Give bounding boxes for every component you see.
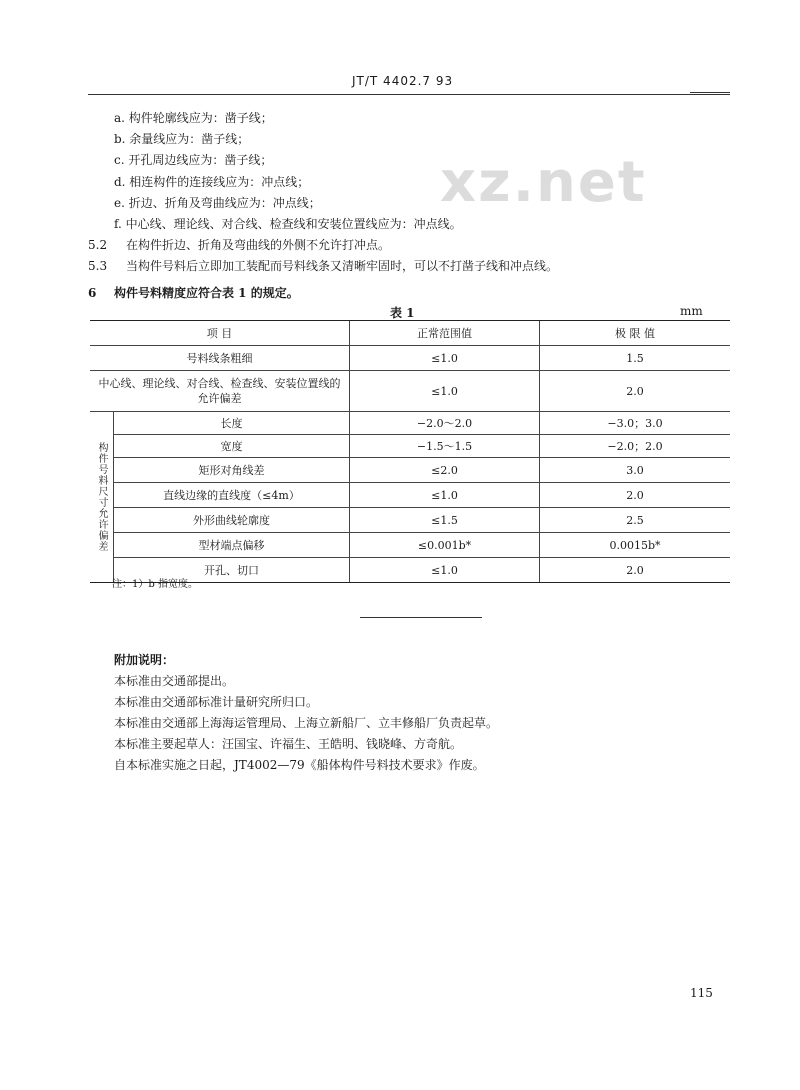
clause-5-2-text: 在构件折边、折角及弯曲线的外侧不允许打冲点。 (126, 238, 391, 252)
row-limit: −3.0；3.0 (607, 417, 663, 430)
clause-5-3-text: 当构件号料后立即加工装配而号料线条又清晰牢固时，可以不打凿子线和冲点线。 (126, 259, 559, 273)
section-separator (360, 617, 482, 618)
list-item-e: e. 折边、折角及弯曲线应为：冲点线； (114, 196, 321, 210)
appendix-line: 自本标准实施之日起，JT4002—79《船体构件号料技术要求》作废。 (114, 758, 485, 772)
appendix-line: 本标准主要起草人：汪国宝、许福生、王皓明、钱晓峰、方奇航。 (114, 737, 463, 751)
table-row (114, 558, 730, 582)
row-normal: ≤2.0 (350, 458, 540, 482)
appendix-line: 本标准由交通部标准计量研究所归口。 (114, 695, 319, 709)
row-limit: 2.0 (626, 563, 644, 577)
row-normal: ≤1.0 (350, 346, 540, 370)
table-unit: mm (680, 304, 703, 318)
row-normal: ≤1.0 (350, 371, 540, 411)
row-limit: 2.0 (626, 384, 644, 398)
table-row (90, 371, 730, 412)
precision-table (90, 320, 730, 583)
row-normal: −1.5～1.5 (350, 435, 540, 457)
row-limit: −2.0；2.0 (607, 440, 663, 453)
list-item-b: b. 余量线应为：凿子线； (114, 132, 250, 146)
group-label: 构件号料尺寸允许偏差 (90, 412, 114, 582)
row-limit: 2.0 (626, 488, 644, 502)
row-item: 长度 (114, 412, 350, 434)
row-normal: −2.0～2.0 (350, 412, 540, 434)
row-item: 矩形对角线差 (114, 458, 350, 482)
appendix-title: 附加说明： (114, 653, 175, 667)
list-item-c: c. 开孔周边线应为：凿子线； (114, 153, 273, 167)
row-item: 中心线、理论线、对合线、检查线、安装位置线的允许偏差 (90, 371, 350, 411)
table-row (114, 508, 730, 533)
header-rule (88, 94, 730, 95)
row-limit: 1.5 (626, 351, 644, 365)
page-number: 115 (690, 986, 713, 1000)
list-item-d: d. 相连构件的连接线应为：冲点线； (114, 175, 310, 189)
list-item-f: f. 中心线、理论线、对合线、检查线和安装位置线应为：冲点线。 (114, 217, 462, 231)
row-normal: ≤1.0 (350, 483, 540, 507)
table-note: 注：1）b 指宽度。 (112, 579, 198, 590)
row-item: 宽度 (114, 435, 350, 457)
standard-code-header: JT/T 4402.7 93 (352, 74, 454, 88)
row-normal: ≤1.5 (350, 508, 540, 532)
table-row (114, 458, 730, 483)
table-group (90, 412, 730, 582)
row-limit: 2.5 (626, 513, 644, 527)
appendix-line: 本标准由交通部上海海运管理局、上海立新船厂、立丰修船厂负责起草。 (114, 716, 499, 730)
row-item: 型材端点偏移 (114, 533, 350, 557)
header-limit: 极 限 值 (615, 327, 655, 340)
watermark: xz.net (440, 150, 647, 215)
clause-5-3-number: 5.3 (88, 259, 108, 273)
row-normal: ≤1.0 (350, 558, 540, 582)
table-row (90, 346, 730, 371)
clause-5-2-number: 5.2 (88, 238, 108, 252)
list-item-a: a. 构件轮廓线应为：凿子线； (114, 111, 273, 125)
table-row (114, 412, 730, 435)
section-6-heading: 构件号料精度应符合表 1 的规定。 (114, 286, 299, 300)
table-header-row (90, 321, 730, 346)
table-caption: 表 1 (390, 306, 415, 320)
row-limit: 0.0015b* (609, 538, 661, 552)
table-row (114, 533, 730, 558)
appendix-line: 本标准由交通部提出。 (114, 674, 235, 688)
table-row (114, 435, 730, 458)
header-item: 项 目 (90, 321, 350, 345)
row-normal: ≤0.001b* (350, 533, 540, 557)
header-normal: 正常范围值 (350, 321, 540, 345)
row-item: 直线边缘的直线度（≤4m） (114, 483, 350, 507)
header-rule-right (690, 92, 730, 93)
row-item: 外形曲线轮廓度 (114, 508, 350, 532)
section-6-number: 6 (88, 286, 97, 300)
row-limit: 3.0 (626, 463, 644, 477)
table-row (114, 483, 730, 508)
row-item: 号料线条粗细 (90, 346, 350, 370)
row-item: 开孔、切口 (114, 558, 350, 582)
